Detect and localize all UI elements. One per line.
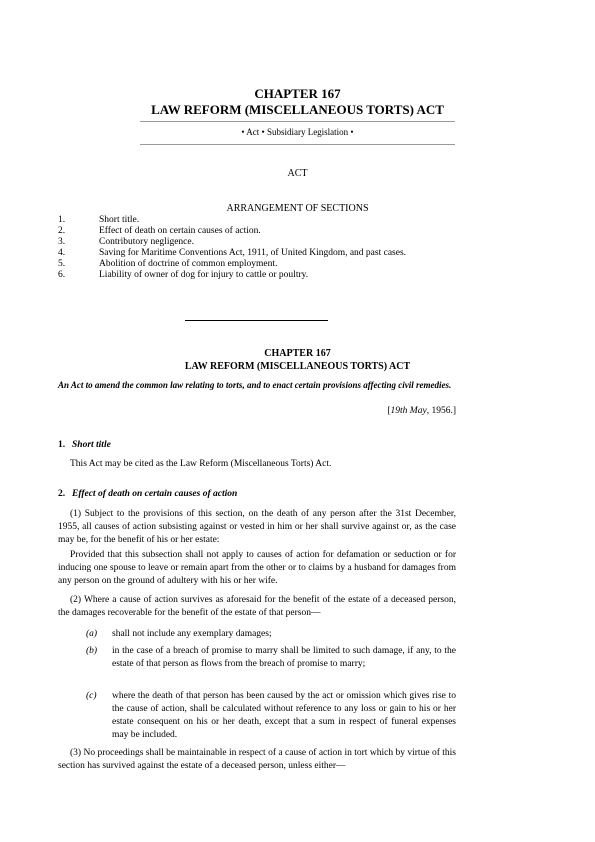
section-2-subsection-3: (3) No proceedings shall be maintainable in respect of a cause of action in tort which by virtue of this section has survived against the estate of a deceased person, unless either— <box>58 748 456 771</box>
nav-links[interactable]: • Act • Subsidiary Legislation • <box>241 127 354 137</box>
section-title: Effect of death on certain causes of action. <box>99 226 261 236</box>
arrangement-item[interactable] <box>58 237 458 248</box>
paragraph-text: shall not include any exemplary damages; <box>112 629 272 639</box>
body-header <box>0 347 595 373</box>
arrangement-item[interactable] <box>58 259 458 270</box>
paragraph-b <box>58 645 456 671</box>
act-title: LAW REFORM (MISCELLANEOUS TORTS) ACT <box>151 102 444 117</box>
section-2-subsection-2: (2) Where a cause of action survives as aforesaid for the benefit of the estate of a deceased person, the damages recoverable for the benefit of the estate of that person— <box>58 595 456 618</box>
paragraph-label: (c) <box>86 691 97 701</box>
section-title: Liability of owner of dog for injury to cattle or poultry. <box>99 270 309 280</box>
section-2-subsection-1: (1) Subject to the provisions of this section, on the death of any person after the 31st December, 1955, all causes of action subsisting against or vested in him or her shall survive against or, as the case may be, for the benefit of his or her estate: <box>58 509 456 545</box>
section-1-heading: 1. Short title <box>58 440 111 450</box>
section-2-proviso: Provided that this subsection shall not apply to causes of action for defamation or seduction or for inducing one spouse to leave or remain apart from the other or to claims by a husband for damages from any person on the ground of adultery with his or her wife. <box>58 550 456 586</box>
arrangement-heading: ARRANGEMENT OF SECTIONS <box>226 203 369 214</box>
paragraph-label: (a) <box>86 629 98 639</box>
long-title-text: An Act to amend the common law relating to torts, and to enact certain provisions affecting civil remedies. <box>58 380 452 390</box>
section-number: 6. <box>58 270 66 280</box>
body-chapter-heading: CHAPTER 167 <box>264 348 331 359</box>
document-header <box>0 86 595 118</box>
arrangement-item[interactable] <box>58 226 458 237</box>
section-title: Contributory negligence. <box>99 237 194 247</box>
arrangement-item[interactable] <box>58 248 458 259</box>
paragraph-c <box>58 690 456 742</box>
paragraph-label: (b) <box>86 646 98 656</box>
long-title <box>58 379 468 391</box>
chapter-heading: CHAPTER 167 <box>254 86 341 101</box>
arrangement-list <box>58 215 458 281</box>
section-title: Saving for Maritime Conventions Act, 1911, of United Kingdom, and past cases. <box>99 248 407 258</box>
section-number: 5. <box>58 259 66 269</box>
section-number: 1. <box>58 215 66 225</box>
arrangement-item[interactable] <box>58 270 458 281</box>
section-number: 2. <box>58 226 66 236</box>
body-act-title: LAW REFORM (MISCELLANEOUS TORTS) ACT <box>184 361 411 372</box>
paragraph-text: in the case of a breach of promise to marry shall be limited to such damage, if any, to the estate of that person as flows from the breach of promise to marry; <box>112 646 456 669</box>
section-number: 3. <box>58 237 66 247</box>
arrangement-item[interactable] <box>58 215 458 226</box>
paragraph-a <box>58 628 456 641</box>
assent-date: [19th May, 1956.] <box>387 406 456 416</box>
section-title: Short title. <box>99 215 140 225</box>
nav-rule <box>140 144 455 145</box>
act-label: ACT <box>287 168 308 179</box>
assent-day: 19th May <box>390 406 427 416</box>
section-1-text: This Act may be cited as the Law Reform (Miscellaneous Torts) Act. <box>70 459 332 469</box>
section-title: Abolition of doctrine of common employment. <box>99 259 278 269</box>
section-number: 4. <box>58 248 66 258</box>
section-2-heading: 2. Effect of death on certain causes of action <box>58 489 238 499</box>
top-rule <box>140 121 455 122</box>
paragraph-text: where the death of that person has been caused by the act or omission which gives rise to the cause of action, shall be calculated without reference to any loss or gain to his or her estate consequent on his or her death, except that a sum in respect of funeral expenses may be included. <box>112 691 456 740</box>
section-separator <box>185 320 328 321</box>
